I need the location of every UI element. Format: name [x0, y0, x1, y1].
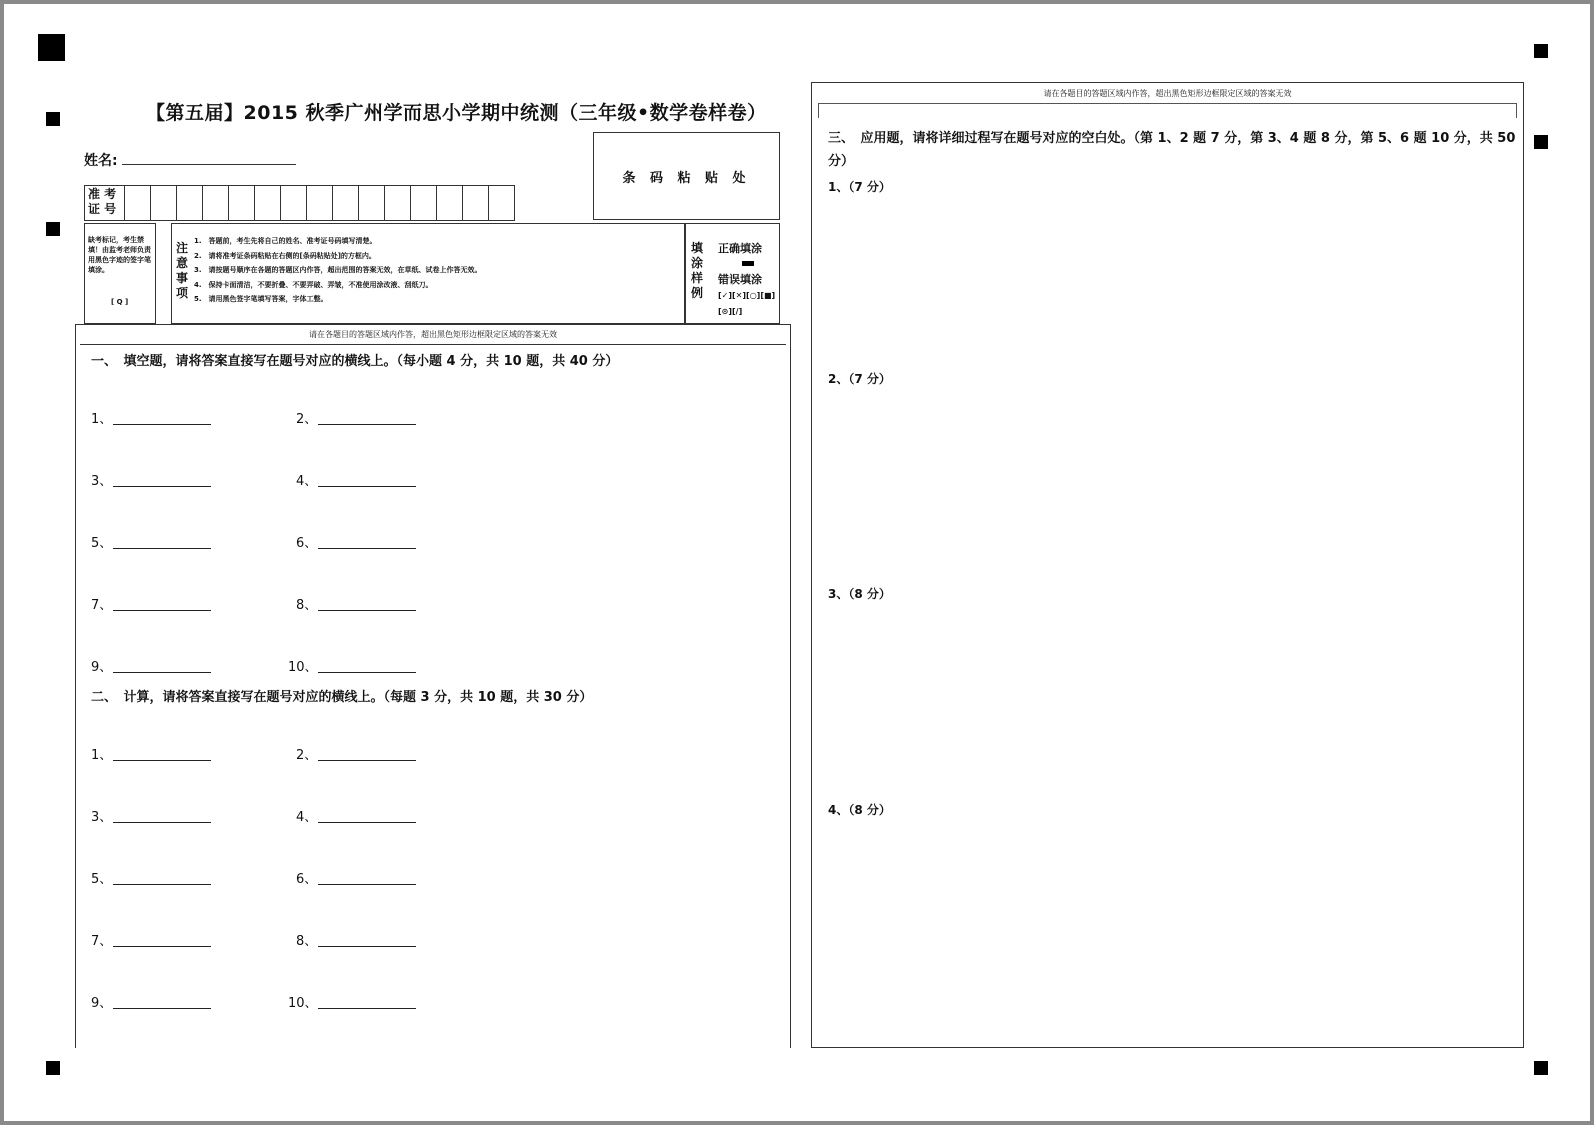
- absent-mark-box: [84, 223, 156, 324]
- blank-label: 2、: [296, 412, 318, 427]
- blank-label: 1、: [91, 412, 113, 427]
- ticket-digit-cell[interactable]: [255, 186, 281, 220]
- notice-item: 5. 请用黑色签字笔填写答案，字体工整。: [194, 295, 328, 304]
- sample-correct-label: 正确填涂: [718, 242, 762, 255]
- blank-label: 8、: [296, 598, 318, 613]
- wrong-fill-marks: [✓][✕][○][■][⊙][/]: [718, 291, 776, 316]
- ticket-digit-cell[interactable]: [281, 186, 307, 220]
- ticket-digit-cell[interactable]: [411, 186, 437, 220]
- section1-heading: 一、 填空题，请将答案直接写在题号对应的横线上。（每小题 4 分，共 10 题，共 40 分）: [91, 354, 619, 369]
- notice-item: 3. 请按题号顺序在各题的答题区内作答，超出范围的答案无效，在草纸、试卷上作答无效。: [194, 266, 482, 275]
- ticket-digit-cell[interactable]: [385, 186, 411, 220]
- ticket-number-grid: [84, 185, 515, 221]
- ticket-digit-cell[interactable]: [463, 186, 489, 220]
- warning-frame: [818, 103, 1517, 118]
- notice-item: 4. 保持卡面清洁，不要折叠、不要弄破、弄皱，不准使用涂改液、刮纸刀。: [194, 280, 433, 289]
- fill-sample-box: [685, 223, 780, 324]
- timing-mark: [1534, 1061, 1548, 1075]
- corner-mark-top-left: [38, 34, 65, 61]
- problem-label: 2、（7 分）: [828, 372, 891, 386]
- ticket-digit-cell[interactable]: [307, 186, 333, 220]
- timing-mark: [46, 1061, 60, 1075]
- blank-label: 5、: [91, 872, 113, 887]
- ticket-digit-cell[interactable]: [229, 186, 255, 220]
- blank-label: 10、: [288, 660, 318, 675]
- notice-item: 2. 请将准考证条码粘贴在右侧的[条码粘贴处]的方框内。: [194, 251, 376, 260]
- ticket-digit-cell[interactable]: [151, 186, 177, 220]
- problem-label: 1、（7 分）: [828, 180, 891, 194]
- blank-label: 2、: [296, 748, 318, 763]
- ticket-digit-cell[interactable]: [333, 186, 359, 220]
- absent-text: 缺考标记，考生禁填！由监考老师负责用黑色字迹的签字笔填涂。: [88, 236, 151, 274]
- section3-heading: 三、 应用题，请将详细过程写在题号对应的空白处。（第 1、2 题 7 分，第 3、4 题 8 分，第 5、6 题 10 分，共 50 分）: [828, 131, 1516, 169]
- ticket-digit-cell[interactable]: [489, 186, 514, 220]
- notice-heading: 注 意 事 项: [176, 241, 189, 300]
- ticket-digit-cell[interactable]: [359, 186, 385, 220]
- problem-label: 4、（8 分）: [828, 803, 891, 817]
- ticket-digit-cell[interactable]: [203, 186, 229, 220]
- blank-label: 7、: [91, 934, 113, 949]
- sample-examples: [718, 241, 779, 320]
- notice-box: [171, 223, 685, 324]
- blank-label: 5、: [91, 536, 113, 551]
- section2-heading: 二、 计算，请将答案直接写在题号对应的横线上。（每题 3 分，共 10 题，共 30 分）: [91, 690, 593, 705]
- blank-label: 9、: [91, 660, 113, 675]
- notice-item: 1. 答题前，考生先将自己的姓名、准考证号码填写清楚。: [194, 237, 377, 245]
- blank-label: 4、: [296, 474, 318, 489]
- blank-label: 3、: [91, 810, 113, 825]
- name-label: 姓名:: [84, 153, 118, 169]
- ticket-digit-cell[interactable]: [125, 186, 151, 220]
- timing-mark: [46, 222, 60, 236]
- name-input-line[interactable]: [122, 164, 296, 165]
- blank-label: 8、: [296, 934, 318, 949]
- timing-mark: [46, 112, 60, 126]
- answer-panel-left: [75, 324, 791, 1048]
- sample-wrong-label: 错误填涂: [718, 273, 762, 286]
- blank-label: 6、: [296, 536, 318, 551]
- sample-heading: 填 涂 样 例: [691, 241, 704, 300]
- barcode-area: 条 码 粘 贴 处: [593, 132, 780, 220]
- blank-label: 3、: [91, 474, 113, 489]
- timing-mark: [1534, 44, 1548, 58]
- warning-divider: [80, 344, 786, 345]
- timing-mark: [1534, 135, 1548, 149]
- blank-label: 7、: [91, 598, 113, 613]
- ticket-digit-cell[interactable]: [437, 186, 463, 220]
- warning-text: 请在各题目的答题区域内作答，超出黑色矩形边框限定区域的答案无效: [309, 330, 557, 339]
- ticket-label: 准 考 证 号: [85, 186, 125, 220]
- blank-label: 1、: [91, 748, 113, 763]
- blank-label: 10、: [288, 996, 318, 1011]
- blank-label: 6、: [296, 872, 318, 887]
- answer-panel-right: [811, 82, 1524, 1048]
- blank-label: 9、: [91, 996, 113, 1011]
- correct-fill-mark: [742, 261, 754, 266]
- absent-checkbox[interactable]: [ Q ]: [111, 298, 129, 306]
- blank-label: 4、: [296, 810, 318, 825]
- answer-sheet: [4, 4, 1590, 1121]
- notice-list: [194, 234, 482, 307]
- ticket-digit-cell[interactable]: [177, 186, 203, 220]
- warning-text: 请在各题目的答题区域内作答，超出黑色矩形边框限定区域的答案无效: [1043, 89, 1292, 98]
- page-title: 【第五届】2015 秋季广州学而思小学期中统测（三年级•数学卷样卷）: [146, 102, 767, 124]
- problem-label: 3、（8 分）: [828, 587, 891, 601]
